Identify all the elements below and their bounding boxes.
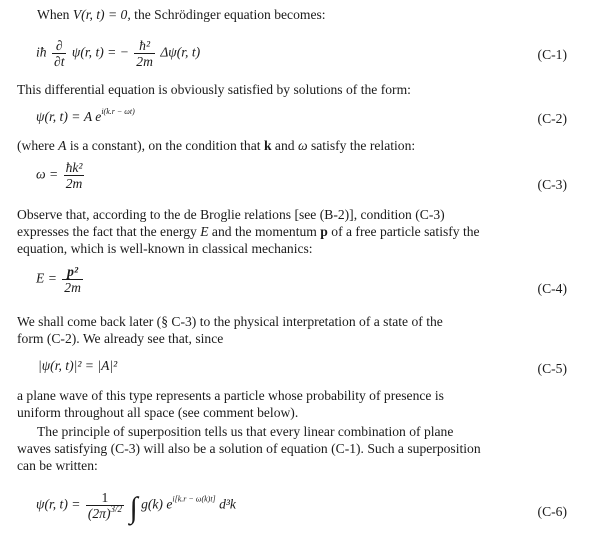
eq-c6-normalization: $\frac{1}{(2\pi)^{3/2}}$ (87, 490, 123, 521)
eq-c3-fraction: $\frac{\text{ħk²}}{2m}$ (65, 160, 83, 191)
plane-wave-line-1: a plane wave of this type represents a particle whose probability of presence is (17, 388, 444, 403)
equation-c2 (36, 108, 135, 125)
equation-c4-tag: (C-4) (537, 281, 567, 296)
equation-c6 (36, 490, 236, 525)
eq-c6-measure: d³k (219, 496, 236, 512)
equation-c1-tag: (C-1) (537, 47, 567, 62)
equation-c6-tag: (C-6) (537, 504, 567, 519)
eq-c1-lhs: ψ(r, t) = − (71, 44, 129, 60)
intro-lead: When (37, 7, 70, 22)
constant-condition-line: (where A is a constant), on the condition that k and ω satisfy the relation: (17, 138, 416, 153)
plane-wave-line-2: uniform throughout all space (see comment below). (17, 405, 299, 420)
eq-c1-rhs: Δψ(r, t) (160, 44, 201, 60)
eq-c4-lhs: E = (36, 270, 57, 286)
solution-form-line: This differential equation is obviously satisfied by solutions of the form: (17, 82, 411, 97)
eq-c4-fraction: $\frac{\text{p²}}{2m}$ (64, 264, 81, 295)
equation-c3 (36, 160, 86, 191)
de-broglie-line-3: equation, which is well-known in classical mechanics: (17, 241, 313, 256)
equation-c4 (36, 264, 85, 295)
eq-c1-prefix: iħ (36, 44, 47, 60)
eq-c6-exponent: i[k.r − ω(k)t] (172, 494, 216, 504)
eq-c6-lhs: ψ(r, t) = (36, 496, 81, 512)
equation-c3-tag: (C-3) (537, 177, 567, 192)
intro-rest: the Schrödinger equation becomes: (134, 7, 326, 22)
eq-c1-hbar-fraction: $\frac{\text{ħ²}}{2m}$ (136, 38, 153, 69)
interpretation-line-1: We shall come back later (§ C-3) to the physical interpretation of a state of the (17, 314, 443, 329)
equation-c5: |ψ(r, t)|² = |A|² (38, 358, 118, 373)
eq-c1-time-derivative: $\frac{\partial}{\partial t}$ (53, 38, 65, 69)
equation-c5-tag: (C-5) (537, 361, 567, 376)
integral-sign: ∫ (129, 491, 138, 525)
eq-c2-exponent: i(k.r − ωt) (101, 107, 135, 116)
potential-condition: V(r, t) = 0, (72, 7, 131, 22)
equation-c1 (36, 38, 200, 69)
superposition-line-2: waves satisfying (C-3) will also be a solution of equation (C-1). Such a superposition (17, 441, 481, 456)
eq-c2-lhs: ψ(r, t) = A e (36, 109, 102, 124)
de-broglie-line-1: Observe that, according to the de Broglie relations [see (B-2)], condition (C-3) (17, 207, 445, 222)
de-broglie-line-2: expresses the fact that the energy E and the momentum p of a free particle satisfy the (17, 224, 480, 239)
intro-line (37, 6, 602, 23)
eq-c6-integrand: g(k) e (141, 496, 173, 512)
equation-c2-tag: (C-2) (537, 111, 567, 126)
eq-c3-lhs: ω = (36, 166, 59, 182)
superposition-line-3: can be written: (17, 458, 98, 473)
superposition-line-1: The principle of superposition tells us that every linear combination of plane (37, 424, 454, 439)
interpretation-line-2: form (C-2). We already see that, since (17, 331, 224, 346)
